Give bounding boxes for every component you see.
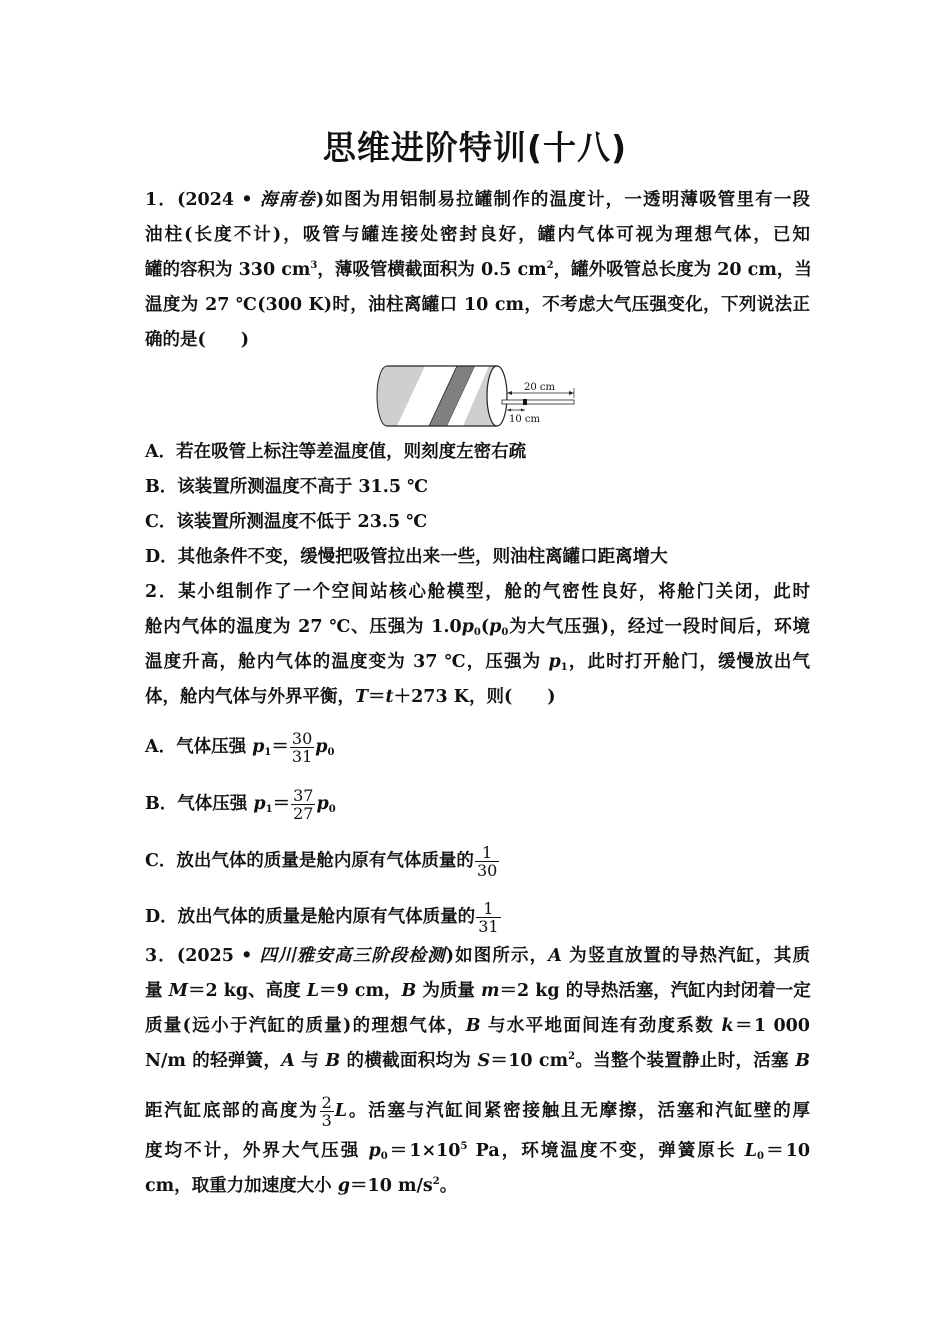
q1-option-c: C．该装置所测温度不低于 23.5 ℃ bbox=[145, 512, 428, 532]
q1-line-2: 油柱(长度不计)，吸管与罐连接处密封良好，罐内气体可视为理想气体，已知 bbox=[145, 225, 810, 245]
oil-column bbox=[523, 399, 527, 405]
q2-line-3: 温度升高，舱内气体的温度变为 37 ℃，压强为 $p_1$，此时打开舱门，缓慢放出气 bbox=[145, 652, 811, 673]
straw-tube bbox=[502, 400, 574, 404]
can-front-rim bbox=[487, 366, 507, 426]
label-10cm: 10 cm bbox=[509, 414, 540, 425]
q3-line-7: cm，取重力加速度大小 g＝10 $m/s^2$。 bbox=[145, 1176, 458, 1196]
q2-option-c: C．放出气体的质量是舱内原有气体质量的 $\frac{1}{30}$ bbox=[145, 843, 498, 880]
page-title: 思维进阶特训(十八) bbox=[322, 128, 628, 167]
q3-line-4: N/m 的轻弹簧，A 与 B 的横截面积均为 S＝10 $cm^2$。当整个装置静止时，活塞 B bbox=[145, 1051, 811, 1071]
q3-line-5: 距汽缸底部的高度为 $\frac{2}{3}$ L。活塞与汽缸间紧密接触且无摩擦，活塞和汽缸壁的厚 bbox=[145, 1093, 811, 1130]
q2-line-2: 舱内气体的温度为 27 ℃、压强为 $1.0p_0(p_0$为大气压强)，经过一段时间后，环境 bbox=[145, 617, 811, 638]
q1-option-d: D．其他条件不变，缓慢把吸管拉出来一些，则油柱离罐口距离增大 bbox=[145, 547, 668, 567]
fraction: $\frac{1}{31}$ bbox=[478, 899, 499, 936]
q1-line-5: 确的是( ) bbox=[145, 330, 250, 350]
can-thermometer-figure bbox=[375, 364, 580, 428]
q3-line-1: 3．(2025 • 四川雅安高三阶段检测)如图所示，A 为竖直放置的导热汽缸，其质 bbox=[145, 946, 811, 966]
label-20cm: 20 cm bbox=[524, 382, 555, 393]
fraction: $\frac{2}{3}$ bbox=[321, 1093, 332, 1130]
q2-option-b: B．气体压强 $p_1=$ $\frac{37}{27}$ $p_0$ bbox=[145, 786, 336, 823]
q1-option-a: A．若在吸管上标注等差温度值，则刻度左密右疏 bbox=[145, 442, 527, 462]
q3-line-6: 度均不计，外界大气压强 $p_0=1\times 10^5$ Pa，环境温度不变，弹簧原长 $L_0=10$ bbox=[145, 1141, 811, 1162]
q1-option-b: B．该装置所测温度不高于 31.5 ℃ bbox=[145, 477, 429, 497]
q2-option-a: A．气体压强 $p_1=$ $\frac{30}{31}$ $p_0$ bbox=[145, 729, 335, 766]
q3-line-2: 量 M＝2 kg、高度 L＝9 cm，B 为质量 m＝2 kg 的导热活塞，汽缸内封闭着一定 bbox=[145, 981, 811, 1001]
q2-option-d: D．放出气体的质量是舱内原有气体质量的 $\frac{1}{31}$ bbox=[145, 899, 499, 936]
fraction: $\frac{30}{31}$ bbox=[291, 729, 313, 766]
q1-line-4: 温度为 27 ℃(300 K)时，油柱离罐口 10 cm，不考虑大气压强变化，下列说法正 bbox=[145, 295, 810, 315]
q2-line-1: 2．某小组制作了一个空间站核心舱模型，舱的气密性良好，将舱门关闭，此时 bbox=[145, 582, 810, 602]
q1-line-1: 1．(2024 • 海南卷)如图为用铝制易拉罐制作的温度计，一透明薄吸管里有一段 bbox=[145, 190, 811, 210]
q1-line-3: 罐的容积为 330 $cm^3$，薄吸管横截面积为 0.5 $cm^2$，罐外吸管总长度为 20 cm，当 bbox=[145, 260, 812, 280]
fraction: $\frac{1}{30}$ bbox=[476, 843, 498, 880]
q2-line-4: 体，舱内气体与外界平衡，T＝t＋273 K，则( ) bbox=[145, 687, 556, 707]
q3-line-3: 质量(远小于汽缸的质量)的理想气体，B 与水平地面间连有劲度系数 k＝1 000 bbox=[145, 1016, 810, 1036]
fraction: $\frac{37}{27}$ bbox=[293, 786, 314, 823]
